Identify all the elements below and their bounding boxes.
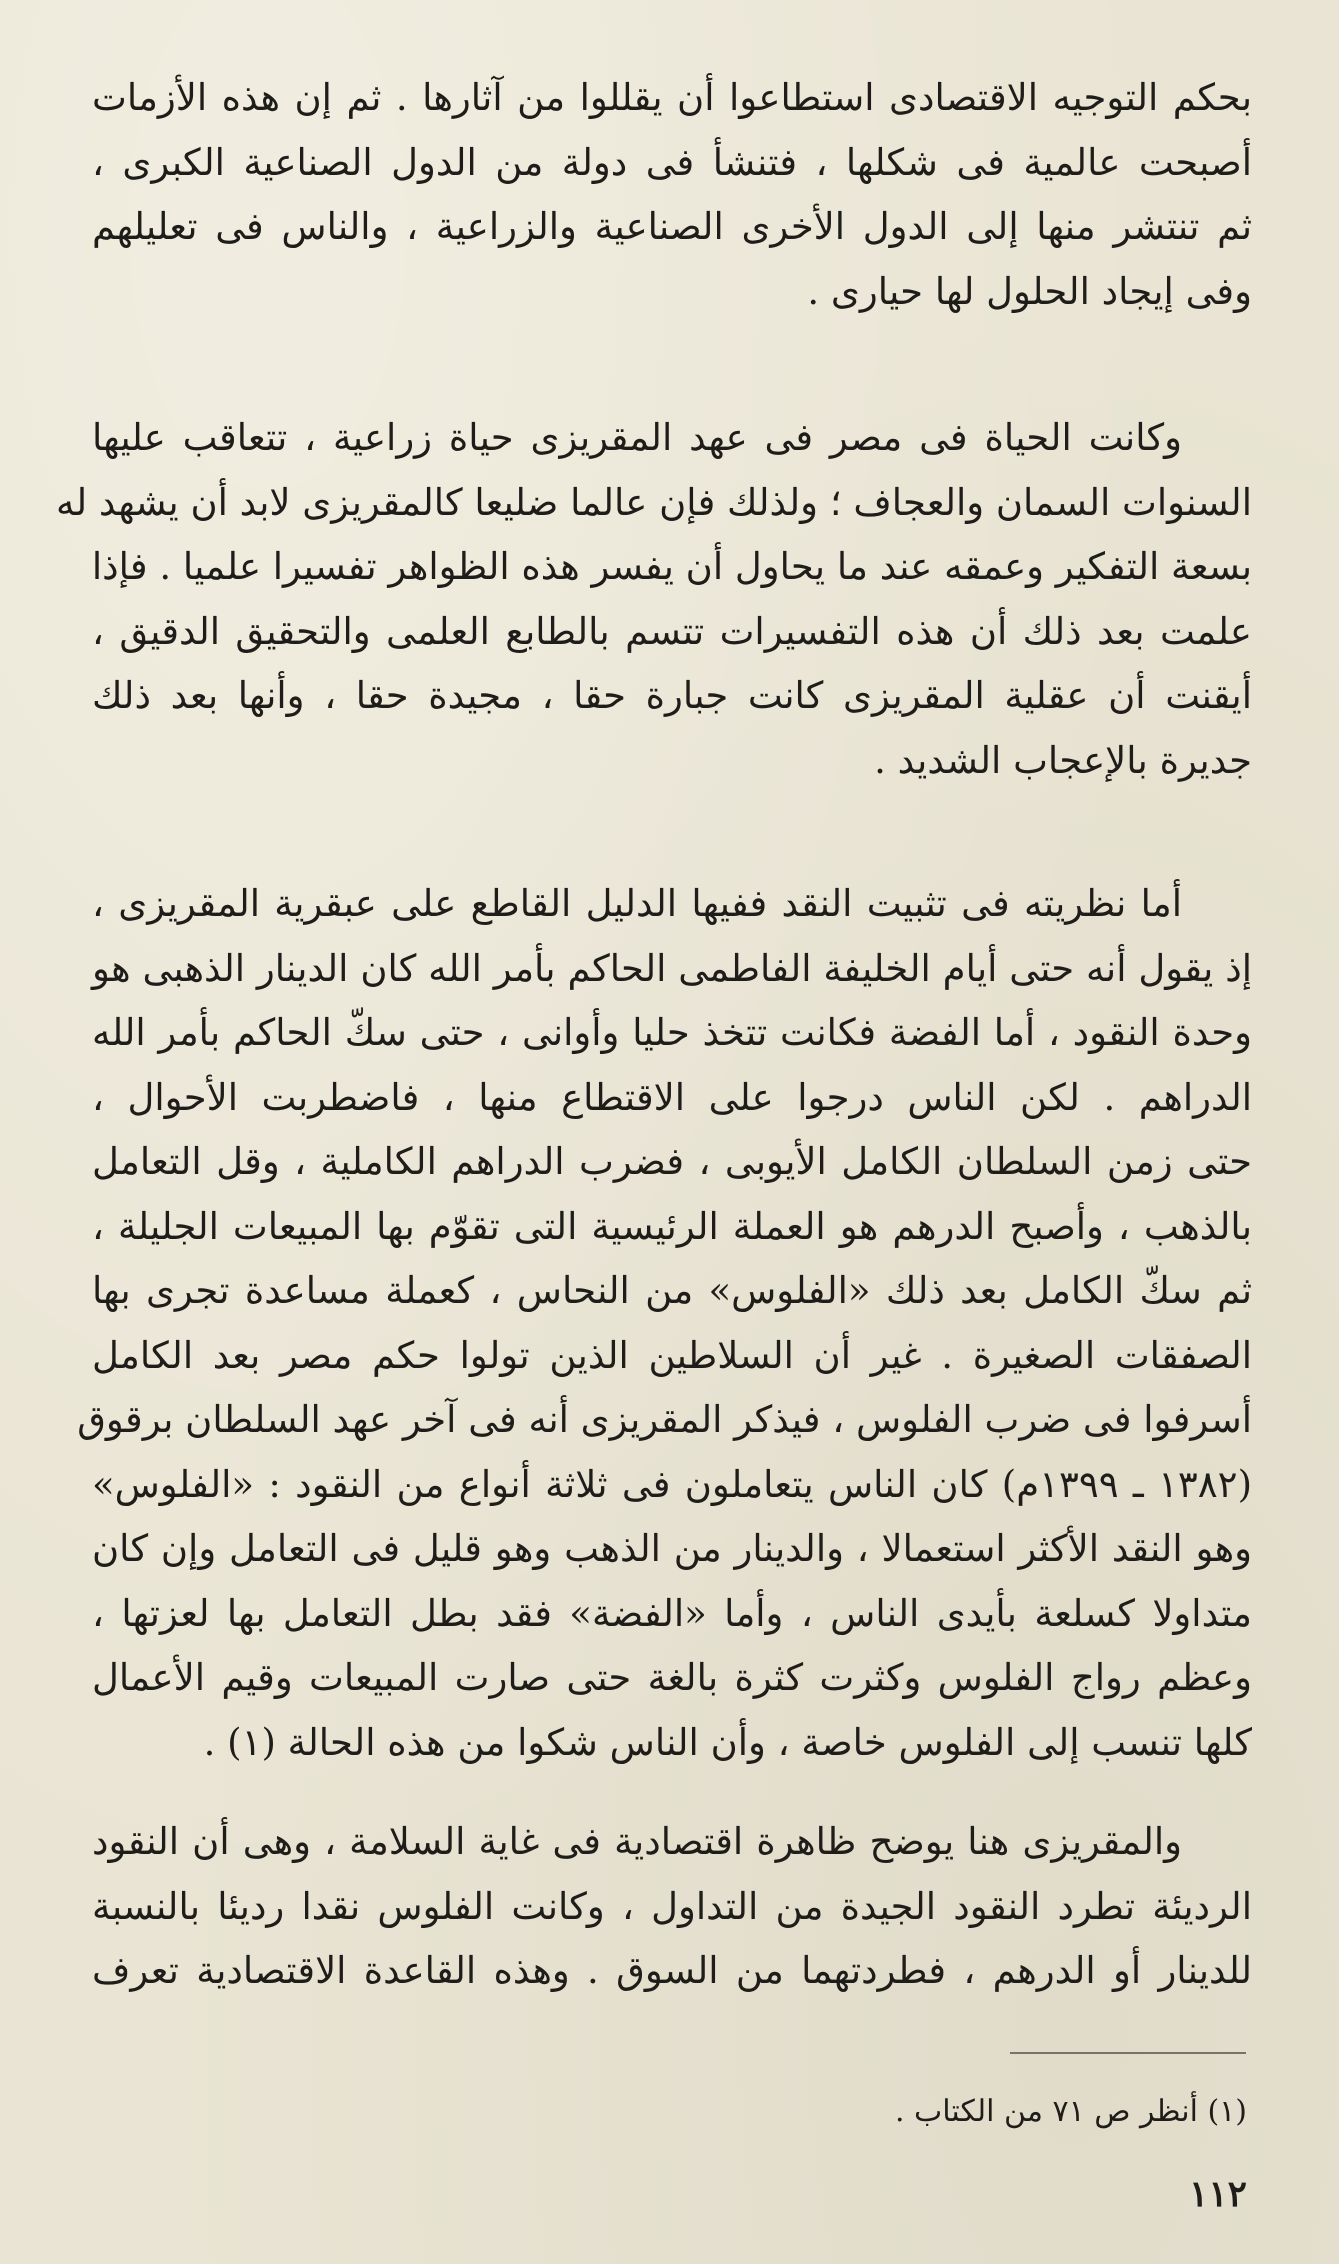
text-line: وكانت الحياة فى مصر فى عهد المقريزى حياة زراعية ، تتعاقب عليها: [92, 416, 1182, 459]
text-line: السنوات السمان والعجاف ؛ ولذلك فإن عالما ضليعا كالمقريزى لابد أن يشهد له: [56, 480, 1252, 524]
text-line: حتى زمن السلطان الكامل الأيوبى ، فضرب الدراهم الكاملية ، وقل التعامل: [92, 1140, 1252, 1183]
text-line: وفى إيجاد الحلول لها حيارى .: [807, 269, 1252, 313]
text-line: للدينار أو الدرهم ، فطردتهما من السوق . وهذه القاعدة الاقتصادية تعرف: [92, 1949, 1252, 1992]
text-line: الرديئة تطرد النقود الجيدة من التداول ، وكانت الفلوس نقدا رديئا بالنسبة: [92, 1884, 1252, 1928]
text-line: متداولا كسلعة بأيدى الناس ، وأما «الفضة» فقد بطل التعامل بها لعزتها ،: [92, 1591, 1252, 1635]
text-line: الصفقات الصغيرة . غير أن السلاطين الذين تولوا حكم مصر بعد الكامل: [92, 1333, 1252, 1377]
text-line: بحكم التوجيه الاقتصادى استطاعوا أن يقللوا من آثارها . ثم إن هذه الأزمات: [92, 76, 1252, 119]
text-line: أسرفوا فى ضرب الفلوس ، فيذكر المقريزى أنه فى آخر عهد السلطان برقوق: [77, 1398, 1252, 1441]
paragraph-1: [92, 66, 1252, 324]
text-line: بسعة التفكير وعمقه عند ما يحاول أن يفسر هذه الظواهر تفسيرا علميا . فإذا: [91, 545, 1252, 588]
text-line: علمت بعد ذلك أن هذه التفسيرات تتسم بالطابع العلمى والتحقيق الدقيق ،: [92, 609, 1252, 653]
text-line: أيقنت أن عقلية المقريزى كانت جبارة حقا ، مجيدة حقا ، وأنها بعد ذلك: [92, 674, 1252, 717]
paragraph-4: [92, 1810, 1252, 2004]
text-line: أصبحت عالمية فى شكلها ، فتنشأ فى دولة من الدول الصناعية الكبرى ،: [92, 140, 1252, 184]
text-line-with-footnote-ref: كلها تنسب إلى الفلوس خاصة ، وأن الناس شكوا من هذه الحالة (١) .: [203, 1720, 1252, 1764]
footnote-separator: [1010, 2052, 1246, 2054]
text-line: بالذهب ، وأصبح الدرهم هو العملة الرئيسية التى تقوّم بها المبيعات الجليلة ،: [92, 1204, 1252, 1248]
text-line: (١٣٨٢ ـ ١٣٩٩م) كان الناس يتعاملون فى ثلاثة أنواع من النقود : «الفلوس»: [92, 1462, 1252, 1506]
paragraph-3: [77, 872, 1252, 1775]
text-line: إذ يقول أنه حتى أيام الخليفة الفاطمى الحاكم بأمر الله كان الدينار الذهبى هو: [92, 946, 1252, 990]
text-line: جديرة بالإعجاب الشديد .: [874, 738, 1252, 782]
text-line: وحدة النقود ، أما الفضة فكانت تتخذ حليا وأوانى ، حتى سكّ الحاكم بأمر الله: [92, 1011, 1252, 1054]
page-number: ١١٢: [1188, 2173, 1247, 2215]
text-line: ثم تنتشر منها إلى الدول الأخرى الصناعية والزراعية ، والناس فى تعليلهم: [92, 205, 1252, 248]
text-line: والمقريزى هنا يوضح ظاهرة اقتصادية فى غاية السلامة ، وهى أن النقود: [92, 1820, 1182, 1863]
text-line: وهو النقد الأكثر استعمالا ، والدينار من الذهب وهو قليل فى التعامل وإن كان: [92, 1527, 1252, 1570]
text-line: ثم سكّ الكامل بعد ذلك «الفلوس» من النحاس ، كعملة مساعدة تجرى بها: [92, 1269, 1252, 1312]
text-line: وعظم رواج الفلوس وكثرت كثرة بالغة حتى صارت المبيعات وقيم الأعمال: [92, 1656, 1252, 1699]
footnote: (١) أنظر ص ٧١ من الكتاب .: [894, 2094, 1247, 2129]
text-line: الدراهم . لكن الناس درجوا على الاقتطاع منها ، فاضطربت الأحوال ،: [92, 1075, 1252, 1119]
text-line: أما نظريته فى تثبيت النقد ففيها الدليل القاطع على عبقرية المقريزى ،: [92, 882, 1182, 925]
paragraph-2: [56, 406, 1252, 793]
